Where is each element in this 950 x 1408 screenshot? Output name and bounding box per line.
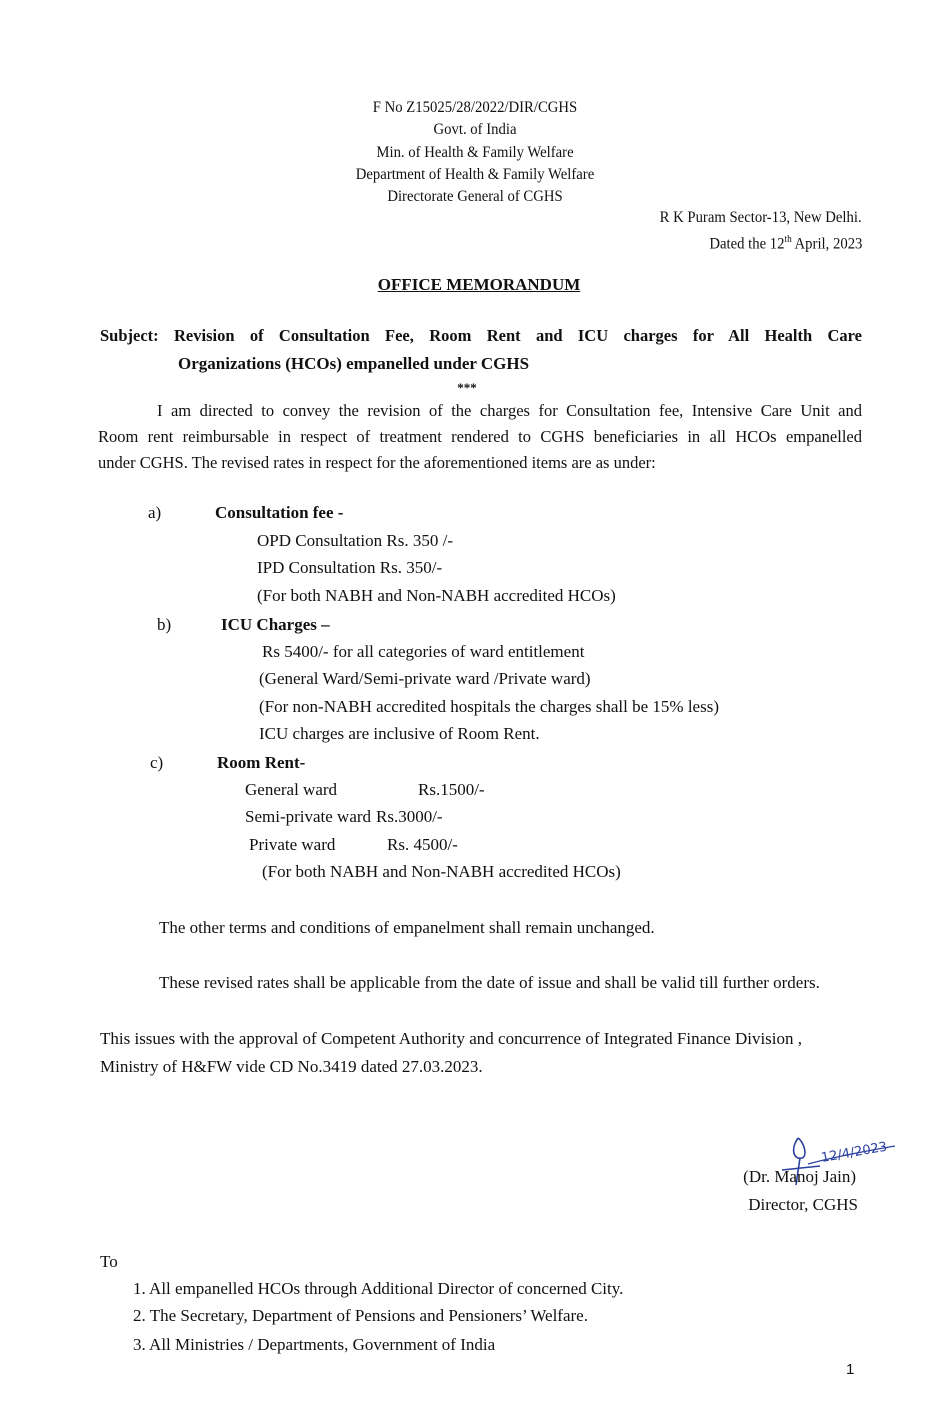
room-ward: General ward: [245, 780, 338, 799]
intro-line-1: I am directed to convey the revision of the charges for Consultation fee, Intensive Care Unit and: [157, 401, 862, 420]
approval-line-1: This issues with the approval of Competent Authority and concurrence of Integrated Finance Division ,: [100, 1029, 803, 1048]
recipient-item: 1. All empanelled HCOs through Additional Director of concerned City.: [133, 1279, 624, 1298]
item-a-marker: a): [148, 503, 162, 522]
room-rate: Rs.3000/-: [376, 807, 443, 826]
separator-stars: ***: [457, 380, 477, 395]
page-title: OFFICE MEMORANDUM: [377, 275, 581, 294]
room-ward: Semi-private ward: [245, 807, 372, 826]
item-c-note: (For both NABH and Non-NABH accredited HCOs): [262, 862, 621, 881]
govt-line: Govt. of India: [433, 121, 517, 138]
to-label: To: [100, 1252, 118, 1271]
room-rate: Rs. 4500/-: [387, 835, 458, 854]
item-b-line: (General Ward/Semi-private ward /Private ward): [259, 669, 591, 688]
signature-date: 12/4/2023: [820, 1139, 889, 1166]
subject-line-1: Subject: Revision of Consultation Fee, Room Rent and ICU charges for All Health Care: [100, 326, 862, 345]
item-a-line: IPD Consultation Rs. 350/-: [257, 558, 443, 577]
item-b-line: ICU charges are inclusive of Room Rent.: [259, 724, 540, 743]
address-line: R K Puram Sector-13, New Delhi.: [659, 209, 862, 226]
date-sup: th: [784, 234, 792, 245]
date-prefix: Dated the 12: [708, 235, 785, 253]
recipient-item: 3. All Ministries / Departments, Government of India: [133, 1335, 496, 1354]
intro-line-2: Room rent reimbursable in respect of treatment rendered to CGHS beneficiaries in all HCOs empanelled: [98, 427, 862, 446]
item-b-line: (For non-NABH accredited hospitals the charges shall be 15% less): [259, 697, 719, 716]
intro-line-3: under CGHS. The revised rates in respect for the aforementioned items are as under:: [98, 453, 656, 472]
subject-line-2: Organizations (HCOs) empanelled under CGHS: [178, 354, 530, 373]
room-ward: Private ward: [249, 835, 336, 854]
date-suffix: April, 2023: [791, 235, 862, 253]
terms-paragraph: The other terms and conditions of empanelment shall remain unchanged.: [159, 918, 655, 937]
department-line: Department of Health & Family Welfare: [355, 166, 595, 183]
item-a-line: (For both NABH and Non-NABH accredited HCOs): [257, 586, 616, 605]
date-line: [709, 230, 862, 254]
item-c-marker: c): [150, 753, 164, 772]
room-rate: Rs.1500/-: [418, 780, 485, 799]
validity-paragraph: These revised rates shall be applicable from the date of issue and shall be valid till further orders.: [159, 973, 820, 992]
item-c-heading: Room Rent-: [217, 753, 306, 772]
item-a-line: OPD Consultation Rs. 350 /-: [257, 531, 453, 550]
signatory-designation: Director, CGHS: [748, 1195, 858, 1214]
signatory-name: (Dr. Manoj Jain): [743, 1167, 856, 1186]
file-number: F No Z15025/28/2022/DIR/CGHS: [372, 99, 578, 116]
item-b-marker: b): [157, 615, 172, 634]
ministry-line: Min. of Health & Family Welfare: [376, 144, 574, 161]
recipient-item: 2. The Secretary, Department of Pensions and Pensioners’ Welfare.: [133, 1306, 588, 1325]
item-b-heading: ICU Charges –: [221, 615, 330, 634]
item-a-heading: Consultation fee -: [215, 503, 344, 522]
directorate-line: Directorate General of CGHS: [387, 188, 563, 205]
page-number: 1: [846, 1361, 855, 1378]
item-b-line: Rs 5400/- for all categories of ward entitlement: [262, 642, 585, 661]
approval-line-2: Ministry of H&FW vide CD No.3419 dated 27.03.2023.: [100, 1057, 483, 1076]
